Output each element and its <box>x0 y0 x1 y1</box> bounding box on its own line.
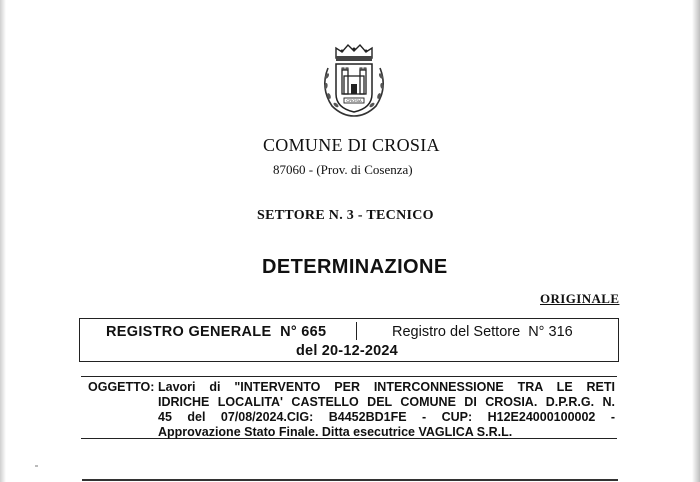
sector-register-number: Registro del Settore N° 316 <box>392 324 573 340</box>
coat-of-arms-icon <box>318 40 390 120</box>
subject-line: 45 del 07/08/2024.CIG: B4452BD1FE - CUP: H12E24000100002 - <box>158 410 615 424</box>
subject-line: IDRICHE LOCALITA' CASTELLO DEL COMUNE DI CROSIA. D.P.R.G. N. <box>158 395 615 409</box>
subject-line: Lavori di "INTERVENTO PER INTERCONNESSIONE TRA LE RETI <box>158 380 615 394</box>
document-type-title: DETERMINAZIONE <box>262 256 448 278</box>
subject-label: OGGETTO: <box>88 380 155 394</box>
register-date: del 20-12-2024 <box>296 343 398 359</box>
crest-lettering: CROSIA <box>346 98 362 104</box>
sector-title: SETTORE N. 3 - TECNICO <box>257 208 434 223</box>
bottom-rule <box>82 479 618 481</box>
province-line: 87060 - (Prov. di Cosenza) <box>273 162 413 177</box>
copy-type-label: ORIGINALE <box>540 291 620 306</box>
register-divider <box>356 322 357 340</box>
municipality-name: COMUNE DI CROSIA <box>263 135 440 155</box>
register-box <box>79 318 619 362</box>
subject-box <box>81 376 617 439</box>
subject-line: Approvazione Stato Finale. Ditta esecutrice VAGLICA S.R.L. <box>158 425 513 439</box>
page-shadow-left <box>0 0 6 482</box>
page-shadow-right <box>692 0 700 482</box>
page-speck <box>35 465 38 467</box>
general-register-number: REGISTRO GENERALE N° 665 <box>106 324 327 340</box>
subject-text <box>158 380 615 440</box>
